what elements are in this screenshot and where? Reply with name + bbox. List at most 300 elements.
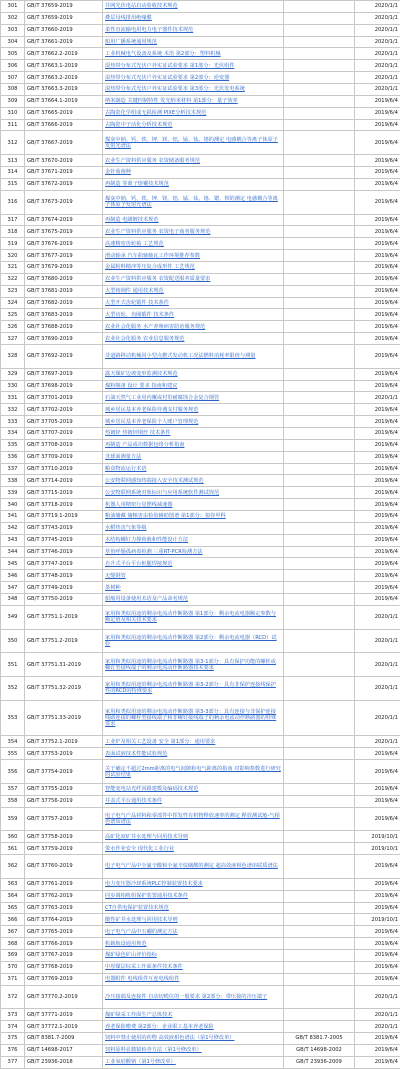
table-row bbox=[1, 107, 400, 119]
row-number: 317 bbox=[1, 214, 25, 226]
standard-name-link[interactable]: 工业氧硅酸钠（第1号修改单） bbox=[103, 1056, 284, 1068]
row-number: 334 bbox=[1, 427, 25, 439]
standard-code: GB/T 37764-2019 bbox=[25, 914, 103, 926]
effective-date: 2019/6/4 bbox=[355, 926, 400, 938]
table-row bbox=[1, 511, 400, 523]
effective-date: 2019/6/4 bbox=[355, 321, 400, 333]
row-number: 361 bbox=[1, 843, 25, 855]
replaced-standard bbox=[284, 60, 355, 72]
standard-name-link[interactable]: CT自供电保护装置技术规范 bbox=[103, 902, 284, 914]
standard-name-link[interactable]: 家用和类似用途的剩余电流动作断路器 第3-3部分：具有连接与非保护连接线路连接的螺栓型接线端子和非螺钉接线端子的剩余电流动作断路器的特殊要求 bbox=[103, 700, 284, 736]
row-number: 321 bbox=[1, 261, 25, 273]
row-number: 359 bbox=[1, 807, 25, 831]
standard-code: GB/T 37663.2-2019 bbox=[25, 72, 103, 84]
standard-code: GB/T 23936-2018 bbox=[25, 1056, 103, 1068]
standard-name-link[interactable]: 带水作业安全 现代化工业行业 bbox=[103, 843, 284, 855]
replaced-standard bbox=[284, 333, 355, 345]
standard-name-link[interactable]: 湿热带分布式光伏户外实证试验要求 第1部分：光伏组件 bbox=[103, 60, 284, 72]
standard-name-link[interactable]: 非球面测量方法 bbox=[103, 451, 284, 463]
standard-code: GB/T 37751.32-2019 bbox=[25, 677, 103, 701]
replaced-standard bbox=[284, 84, 355, 96]
replaced-standard bbox=[284, 178, 355, 190]
standard-name-link[interactable]: 船用广播系统通用规范 bbox=[103, 36, 284, 48]
table-row bbox=[1, 190, 400, 214]
effective-date: 2020/1/1 bbox=[355, 677, 400, 701]
effective-date: 2019/6/4 bbox=[355, 961, 400, 973]
effective-date: 2019/6/4 bbox=[355, 499, 400, 511]
replaced-standard bbox=[284, 949, 355, 961]
standard-name-link[interactable]: 煤灰中钠、钙、铁、钾、镁、铝、锰、钛、铬的测定 电感耦合等离子体原子发射光谱法 bbox=[103, 131, 284, 155]
row-number: 376 bbox=[1, 1044, 25, 1056]
table-row bbox=[1, 558, 400, 570]
standard-name-link[interactable]: 滑动轴承 汽车曲轴轴瓦工作环境推荐参数 bbox=[103, 250, 284, 262]
effective-date: 2019/6/4 bbox=[355, 878, 400, 890]
effective-date: 2019/6/4 bbox=[355, 855, 400, 879]
row-number: 315 bbox=[1, 178, 25, 190]
replaced-standard bbox=[284, 1, 355, 13]
row-number: 307 bbox=[1, 72, 25, 84]
effective-date: 2019/10/1 bbox=[355, 831, 400, 843]
table-row bbox=[1, 475, 400, 487]
standard-code: GB/T 37714-2019 bbox=[25, 475, 103, 487]
standard-name-link[interactable]: 酸性矿井水处理与回用技术导则 bbox=[103, 914, 284, 926]
replaced-standard bbox=[284, 48, 355, 60]
standard-name-link[interactable]: 农业生产资料供应服务 农资电子商务服务规范 bbox=[103, 226, 284, 238]
row-number: 314 bbox=[1, 167, 25, 179]
standard-name-link[interactable]: 工业机械电气设备及系统 术语 第2部分：塑料机械 bbox=[103, 48, 284, 60]
replaced-standard bbox=[284, 582, 355, 594]
standard-name-link[interactable]: 再制造 产品成功数据包络分析指南 bbox=[103, 439, 284, 451]
replaced-standard bbox=[284, 878, 355, 890]
effective-date: 2019/6/4 bbox=[355, 95, 400, 107]
standard-code: GB/T 37701-2019 bbox=[25, 392, 103, 404]
standard-name-link[interactable]: 城乡居民基本养老保险待遇支付服务规范 bbox=[103, 404, 284, 416]
standard-code: GB/T 37680-2019 bbox=[25, 273, 103, 285]
standard-name-link[interactable]: 煤矿绿色矿山评价指标 bbox=[103, 949, 284, 961]
table-row bbox=[1, 760, 400, 784]
effective-date: 2019/6/4 bbox=[355, 451, 400, 463]
standard-name-link[interactable]: 饲料中禁止使用的药物 高效液相色谱法（第1号修改单） bbox=[103, 1032, 284, 1044]
replaced-standard bbox=[284, 12, 355, 24]
standard-name-link[interactable]: 叠层母线排用绝缘膜 bbox=[103, 12, 284, 24]
table-row bbox=[1, 783, 400, 795]
replaced-standard bbox=[284, 736, 355, 748]
standard-name-link[interactable]: 大型开式齿轮锻件 技术条件 bbox=[103, 297, 284, 309]
effective-date: 2020/1/1 bbox=[355, 48, 400, 60]
effective-date: 2019/6/4 bbox=[355, 368, 400, 380]
standard-code: GB/T 37710-2019 bbox=[25, 463, 103, 475]
row-number: 331 bbox=[1, 392, 25, 404]
replaced-standard bbox=[284, 427, 355, 439]
replaced-standard bbox=[284, 700, 355, 736]
standard-name-link[interactable]: 公安物联网感知终端接入安全技术测试规范 bbox=[103, 475, 284, 487]
row-number: 366 bbox=[1, 914, 25, 926]
standard-name-link[interactable]: 电子电气产品中五硼的测定方法 bbox=[103, 926, 284, 938]
standard-name-link[interactable]: 纳米制造 关键控制特性 发光纳米材料 第1部分：量子效率 bbox=[103, 95, 284, 107]
standard-code: GB/T 37753-2019 bbox=[25, 748, 103, 760]
standard-name-link[interactable]: 大型齿轮、齿圈锻件 技术条件 bbox=[103, 309, 284, 321]
table-row bbox=[1, 451, 400, 463]
row-number: 352 bbox=[1, 677, 25, 701]
standard-name-link[interactable]: 高速精密齿轮箱 工艺规范 bbox=[103, 238, 284, 250]
standard-code: GB/T 37661-2019 bbox=[25, 36, 103, 48]
replaced-standard bbox=[284, 261, 355, 273]
replaced-standard bbox=[284, 594, 355, 606]
standard-code: GB/T 37763-2019 bbox=[25, 902, 103, 914]
table-row bbox=[1, 1032, 400, 1044]
standard-name-link[interactable]: 粮食物流运行术语 bbox=[103, 463, 284, 475]
replaced-standard bbox=[284, 380, 355, 392]
standard-name-link[interactable]: 金针菇菌种 bbox=[103, 167, 284, 179]
table-row bbox=[1, 487, 400, 499]
table-row bbox=[1, 926, 400, 938]
row-number: 372 bbox=[1, 985, 25, 1009]
standard-name-link[interactable]: 湿热带分布式光伏户外实证试验要求 第2部分：逆变器 bbox=[103, 72, 284, 84]
standard-name-link[interactable]: 木结构螺钉力撑荷载和性能设计方法 bbox=[103, 534, 284, 546]
standard-name-link[interactable]: 古陶瓷化学组成无损检测 PIXE分析技术规范 bbox=[103, 107, 284, 119]
standard-name-link[interactable]: 柔性直流输电用电力电子器件技术规范 bbox=[103, 24, 284, 36]
row-number: 364 bbox=[1, 890, 25, 902]
row-number: 358 bbox=[1, 795, 25, 807]
table-row bbox=[1, 700, 400, 736]
standard-code: GB/T 37667-2019 bbox=[25, 131, 103, 155]
table-row bbox=[1, 961, 400, 973]
table-row bbox=[1, 522, 400, 534]
effective-date: 2020/1/1 bbox=[355, 392, 400, 404]
standard-name-link[interactable]: 煤粉制备 设计 要求 指南和建议 bbox=[103, 380, 284, 392]
standard-code: GB/T 37676-2019 bbox=[25, 238, 103, 250]
standard-name-link[interactable]: 非道路移动机械用小型点燃式发动机工况法燃料消耗率限值与测量 bbox=[103, 344, 284, 368]
replaced-standard bbox=[284, 1021, 355, 1033]
standard-name-link[interactable]: 石油天然气工业用内覆或衬里耐腐蚀合金复合钢管 bbox=[103, 392, 284, 404]
effective-date: 2019/6/4 bbox=[355, 416, 400, 428]
replaced-standard bbox=[284, 475, 355, 487]
effective-date: 2019/6/4 bbox=[355, 190, 400, 214]
replaced-standard: GB/T 23936-2009 bbox=[284, 1056, 355, 1068]
standard-code: GB/T 37715-2019 bbox=[25, 487, 103, 499]
standard-code: GB/T 37673-2019 bbox=[25, 190, 103, 214]
standard-name-link[interactable]: 井盖式平台通用技术条件 bbox=[103, 795, 284, 807]
standard-name-link[interactable]: 露天煤矿边坡变形监测技术规范 bbox=[103, 368, 284, 380]
effective-date: 2019/6/4 bbox=[355, 890, 400, 902]
standard-name-link[interactable]: 热镀锌 热镀锌钢丝 技术条件 bbox=[103, 427, 284, 439]
standard-code: GB/T 37677-2019 bbox=[25, 250, 103, 262]
standard-name-link[interactable]: 冷压接端及连接件 自动切缆位的一般要求 第2部分：带压接的冷压端子 bbox=[103, 985, 284, 1009]
standard-name-link[interactable]: 中厚煤层综采工作面条件技术条件 bbox=[103, 961, 284, 973]
standard-name-link[interactable]: 金属粉料精冲等压复合成形件 工艺规范 bbox=[103, 261, 284, 273]
row-number: 332 bbox=[1, 404, 25, 416]
table-row bbox=[1, 167, 400, 179]
row-number: 368 bbox=[1, 938, 25, 950]
replaced-standard bbox=[284, 890, 355, 902]
standard-name-link[interactable]: 农业社会化服务 农业信息服务规范 bbox=[103, 333, 284, 345]
replaced-standard bbox=[284, 368, 355, 380]
replaced-standard bbox=[284, 605, 355, 629]
standard-code: GB/T 37665-2019 bbox=[25, 107, 103, 119]
effective-date: 2019/6/4 bbox=[355, 795, 400, 807]
effective-date: 2019/6/4 bbox=[355, 511, 400, 523]
replaced-standard bbox=[284, 309, 355, 321]
effective-date: 2019/6/4 bbox=[355, 582, 400, 594]
replaced-standard bbox=[284, 522, 355, 534]
effective-date: 2019/6/4 bbox=[355, 214, 400, 226]
standard-name-link[interactable]: 高矿化度矿井水处理与回用技术导则 bbox=[103, 831, 284, 843]
effective-date: 2020/1/1 bbox=[355, 1009, 400, 1021]
effective-date: 2020/1/1 bbox=[355, 985, 400, 1009]
replaced-standard: GB/T 14698-2002 bbox=[284, 1044, 355, 1056]
effective-date: 2019/6/4 bbox=[355, 250, 400, 262]
standard-name-link[interactable]: 家用和类似用途的剩余电流动作断路器 第1部分：剩余电流电器额定参数与额定值及相关技术要求 bbox=[103, 605, 284, 629]
standard-code: GB/T 37705-2019 bbox=[25, 416, 103, 428]
table-row bbox=[1, 831, 400, 843]
row-number: 316 bbox=[1, 190, 25, 214]
replaced-standard bbox=[284, 914, 355, 926]
standard-code: GB/T 37707-2019 bbox=[25, 427, 103, 439]
replaced-standard bbox=[284, 629, 355, 653]
standard-code: GB/T 37750-2019 bbox=[25, 594, 103, 606]
standard-name-link[interactable]: 古陶瓷中子活化分析技术规范 bbox=[103, 119, 284, 131]
standard-code: GB/T 37752.1-2019 bbox=[25, 736, 103, 748]
standard-name-link[interactable]: 自升式平台平台桩腿焊接规范 bbox=[103, 558, 284, 570]
standard-name-link[interactable]: 茶树种 bbox=[103, 582, 284, 594]
row-number: 371 bbox=[1, 973, 25, 985]
table-row bbox=[1, 605, 400, 629]
table-row bbox=[1, 677, 400, 701]
row-number: 333 bbox=[1, 416, 25, 428]
effective-date: 2020/1/1 bbox=[355, 629, 400, 653]
standard-code: GB/T 37772.1-2019 bbox=[25, 1021, 103, 1033]
effective-date: 2020/1/1 bbox=[355, 60, 400, 72]
effective-date: 2019/6/4 bbox=[355, 1044, 400, 1056]
standard-name-link[interactable]: 井网光伏电站启动验收技术规范 bbox=[103, 1, 284, 13]
standard-name-link[interactable]: 再制造 等离子熔覆技术规范 bbox=[103, 178, 284, 190]
table-row bbox=[1, 546, 400, 558]
replaced-standard bbox=[284, 344, 355, 368]
replaced-standard bbox=[284, 534, 355, 546]
table-row bbox=[1, 48, 400, 60]
standard-name-link[interactable]: 大型铸钢件 通用技术规范 bbox=[103, 285, 284, 297]
standard-name-link[interactable]: 粮油储藏 储粮害虫检验辅助图谱 第1部分：拟谷甲科 bbox=[103, 511, 284, 523]
standard-code: GB/T 37690-2019 bbox=[25, 333, 103, 345]
standard-name-link[interactable]: 智能变电站光纤回路建模及编码技术规范 bbox=[103, 783, 284, 795]
standard-name-link[interactable]: 关于确定不超过2mm距离的电气间隙和电气距离的指南 对影响参数进行研究的试验结果 bbox=[103, 760, 284, 784]
table-row bbox=[1, 344, 400, 368]
replaced-standard bbox=[284, 24, 355, 36]
replaced-standard bbox=[284, 926, 355, 938]
row-number: 336 bbox=[1, 451, 25, 463]
replaced-standard bbox=[284, 831, 355, 843]
effective-date: 2019/6/4 bbox=[355, 119, 400, 131]
standard-code: GB/T 37771-2019 bbox=[25, 1009, 103, 1021]
replaced-standard bbox=[284, 973, 355, 985]
replaced-standard bbox=[284, 463, 355, 475]
row-number: 330 bbox=[1, 380, 25, 392]
standard-name-link[interactable]: 电子电气产品中全氟辛酸和全氟辛烷磺酸的测定 超高效液相色谱串联质谱法 bbox=[103, 855, 284, 879]
standard-name-link[interactable]: 船舶用设备使用术语及产品命名规范 bbox=[103, 594, 284, 606]
standard-name-link[interactable]: 农业生产资料供应服务 农资配送服务质量要求 bbox=[103, 273, 284, 285]
row-number: 339 bbox=[1, 487, 25, 499]
standard-name-link[interactable]: 湿热带分布式光伏户外实证试验要求 第3部分：光伏发电系统 bbox=[103, 84, 284, 96]
standard-name-link[interactable]: 煤矿绿采工作面生产总体技术 bbox=[103, 1009, 284, 1021]
table-row bbox=[1, 855, 400, 879]
table-row bbox=[1, 594, 400, 606]
standard-code: GB/T 37662.2-2019 bbox=[25, 48, 103, 60]
row-number: 369 bbox=[1, 949, 25, 961]
standard-name-link[interactable]: 电器附件 电线组件互连电线组件 bbox=[103, 973, 284, 985]
standard-code: GB/T 37660-2019 bbox=[25, 24, 103, 36]
standard-code: GB/T 37659-2019 bbox=[25, 12, 103, 24]
effective-date: 2020/1/1 bbox=[355, 700, 400, 736]
replaced-standard bbox=[284, 226, 355, 238]
row-number: 346 bbox=[1, 570, 25, 582]
row-number: 303 bbox=[1, 24, 25, 36]
standard-name-link[interactable]: 无缝钢管 bbox=[103, 570, 284, 582]
table-row bbox=[1, 368, 400, 380]
effective-date: 2019/6/4 bbox=[355, 570, 400, 582]
replaced-standard bbox=[284, 36, 355, 48]
table-row bbox=[1, 843, 400, 855]
effective-date: 2019/6/4 bbox=[355, 938, 400, 950]
table-row bbox=[1, 973, 400, 985]
replaced-standard bbox=[284, 902, 355, 914]
standard-name-link[interactable]: 水稻热害气象等级 bbox=[103, 522, 284, 534]
standard-name-link[interactable]: 家用和类似用途的剩余电流动作断路器 第3-1部分：具有保护功能的螺栓或螺钉型接线端子的剩余电流动作断路器技术要求 bbox=[103, 653, 284, 677]
effective-date: 2019/6/4 bbox=[355, 427, 400, 439]
replaced-standard bbox=[284, 558, 355, 570]
standard-code: GB/T 37688-2019 bbox=[25, 321, 103, 333]
standard-name-link[interactable]: 农业社会化服务 水产养殖病害防治服务规范 bbox=[103, 321, 284, 333]
table-row bbox=[1, 629, 400, 653]
standard-name-link[interactable]: 饲料原料显微镜检查方法（第1号修改单） bbox=[103, 1044, 284, 1056]
standard-code: GB/T 37749-2019 bbox=[25, 582, 103, 594]
table-row bbox=[1, 534, 400, 546]
standard-name-link[interactable]: 煤灰中钠、钙、铁、钾、镁、铝、锰、钛、铬、锶、钡的测定 电感耦合等离子体原子发射光谱法 bbox=[103, 190, 284, 214]
standard-name-link[interactable]: 同步调相机组保护装置通用技术条件 bbox=[103, 890, 284, 902]
standard-name-link[interactable]: 公安物联网系统对象标识与应用系统软件测试规范 bbox=[103, 487, 284, 499]
standard-code: GB/T 37702-2019 bbox=[25, 404, 103, 416]
row-number: 338 bbox=[1, 475, 25, 487]
effective-date: 2019/6/4 bbox=[355, 155, 400, 167]
row-number: 373 bbox=[1, 1009, 25, 1021]
table-row bbox=[1, 250, 400, 262]
row-number: 343 bbox=[1, 534, 25, 546]
standard-name-link[interactable]: 城乡居民基本养老保险个人账户管理规范 bbox=[103, 416, 284, 428]
replaced-standard bbox=[284, 250, 355, 262]
row-number: 365 bbox=[1, 902, 25, 914]
row-number: 318 bbox=[1, 226, 25, 238]
table-row bbox=[1, 878, 400, 890]
row-number: 312 bbox=[1, 131, 25, 155]
table-row bbox=[1, 84, 400, 96]
effective-date: 2020/1/1 bbox=[355, 12, 400, 24]
standard-code: GB/T 37767-2019 bbox=[25, 949, 103, 961]
table-row bbox=[1, 653, 400, 677]
standard-code: GB/T 37718-2019 bbox=[25, 499, 103, 511]
row-number: 301 bbox=[1, 1, 25, 13]
row-number: 348 bbox=[1, 594, 25, 606]
effective-date: 2019/6/4 bbox=[355, 760, 400, 784]
effective-date: 2019/6/4 bbox=[355, 902, 400, 914]
standard-code: GB/T 37746-2019 bbox=[25, 546, 103, 558]
table-row bbox=[1, 36, 400, 48]
replaced-standard bbox=[284, 404, 355, 416]
table-row bbox=[1, 1021, 400, 1033]
standard-code: GB/T 37672-2019 bbox=[25, 178, 103, 190]
table-row bbox=[1, 226, 400, 238]
table-row bbox=[1, 261, 400, 273]
standard-name-link[interactable]: 再制造 电刷镀技术规范 bbox=[103, 214, 284, 226]
effective-date: 2020/1/1 bbox=[355, 1021, 400, 1033]
standard-code: GB/T 37709-2019 bbox=[25, 451, 103, 463]
replaced-standard bbox=[284, 238, 355, 250]
standard-name-link[interactable]: 养老保险缴费 第2部分：企业职工基本养老保险 bbox=[103, 1021, 284, 1033]
standard-name-link[interactable]: 家用和类似用途的剩余电流动作断路器 第3-2部分：具有非保护连接线保护性的RCD的特殊要求 bbox=[103, 677, 284, 701]
row-number: 341 bbox=[1, 511, 25, 523]
standard-name-link[interactable]: 电子电气产品材料和零部件中挥发性有机物释放速率的测定 释放测试舱-气相色谱质谱法 bbox=[103, 807, 284, 831]
effective-date: 2019/6/4 bbox=[355, 973, 400, 985]
standard-code: GB/T 37751.33-2019 bbox=[25, 700, 103, 736]
effective-date: 2019/6/4 bbox=[355, 344, 400, 368]
standard-code: GB/T 37751.1-2019 bbox=[25, 605, 103, 629]
table-row bbox=[1, 582, 400, 594]
effective-date: 2019/6/4 bbox=[355, 949, 400, 961]
table-row bbox=[1, 238, 400, 250]
effective-date: 2019/6/4 bbox=[355, 131, 400, 155]
row-number: 322 bbox=[1, 273, 25, 285]
replaced-standard bbox=[284, 439, 355, 451]
row-number: 340 bbox=[1, 499, 25, 511]
effective-date: 2020/1/1 bbox=[355, 72, 400, 84]
standard-name-link[interactable]: 草鱼呼肠孤病毒检测 三重RT-PCR检测方法 bbox=[103, 546, 284, 558]
effective-date: 2019/10/1 bbox=[355, 843, 400, 855]
row-number: 350 bbox=[1, 629, 25, 653]
row-number: 370 bbox=[1, 961, 25, 973]
table-row bbox=[1, 1, 400, 13]
replaced-standard bbox=[284, 546, 355, 558]
standard-code: GB/T 37671-2019 bbox=[25, 167, 103, 179]
row-number: 335 bbox=[1, 439, 25, 451]
table-row bbox=[1, 748, 400, 760]
standard-name-link[interactable]: 农业生产资料供应服务 农资储备服务规范 bbox=[103, 155, 284, 167]
standard-code: GB/T 37755-2019 bbox=[25, 783, 103, 795]
effective-date: 2019/6/4 bbox=[355, 439, 400, 451]
effective-date: 2019/6/4 bbox=[355, 748, 400, 760]
table-row bbox=[1, 949, 400, 961]
standard-name-link[interactable]: 家用和类似用途的剩余电流动作断路器 第2部分：剩余电流电器（RCD）试验 bbox=[103, 629, 284, 653]
table-row bbox=[1, 463, 400, 475]
standard-code: GB/T 37670-2019 bbox=[25, 155, 103, 167]
row-number: 357 bbox=[1, 783, 25, 795]
standard-code: GB/T 37674-2019 bbox=[25, 214, 103, 226]
replaced-standard bbox=[284, 1009, 355, 1021]
standard-code: GB/T 37698-2019 bbox=[25, 380, 103, 392]
standard-name-link[interactable]: 电力变压器冷却系统PLC控制装置技术要求 bbox=[103, 878, 284, 890]
standard-name-link[interactable]: 表面试液技术性能试验规范 bbox=[103, 748, 284, 760]
replaced-standard bbox=[284, 321, 355, 333]
effective-date: 2019/6/4 bbox=[355, 178, 400, 190]
table-row bbox=[1, 416, 400, 428]
standard-name-link[interactable]: 机器人用精密行星摆线减速器 bbox=[103, 499, 284, 511]
table-row bbox=[1, 736, 400, 748]
standard-name-link[interactable]: 机载航设通用规范 bbox=[103, 938, 284, 950]
replaced-standard bbox=[284, 783, 355, 795]
effective-date: 2020/1/1 bbox=[355, 605, 400, 629]
standard-name-link[interactable]: 工业炉及相关工艺设备 安全 第1部分：通用要求 bbox=[103, 736, 284, 748]
table-row bbox=[1, 333, 400, 345]
standard-code: GB/T 37663.3-2019 bbox=[25, 84, 103, 96]
table-row bbox=[1, 392, 400, 404]
replaced-standard bbox=[284, 570, 355, 582]
